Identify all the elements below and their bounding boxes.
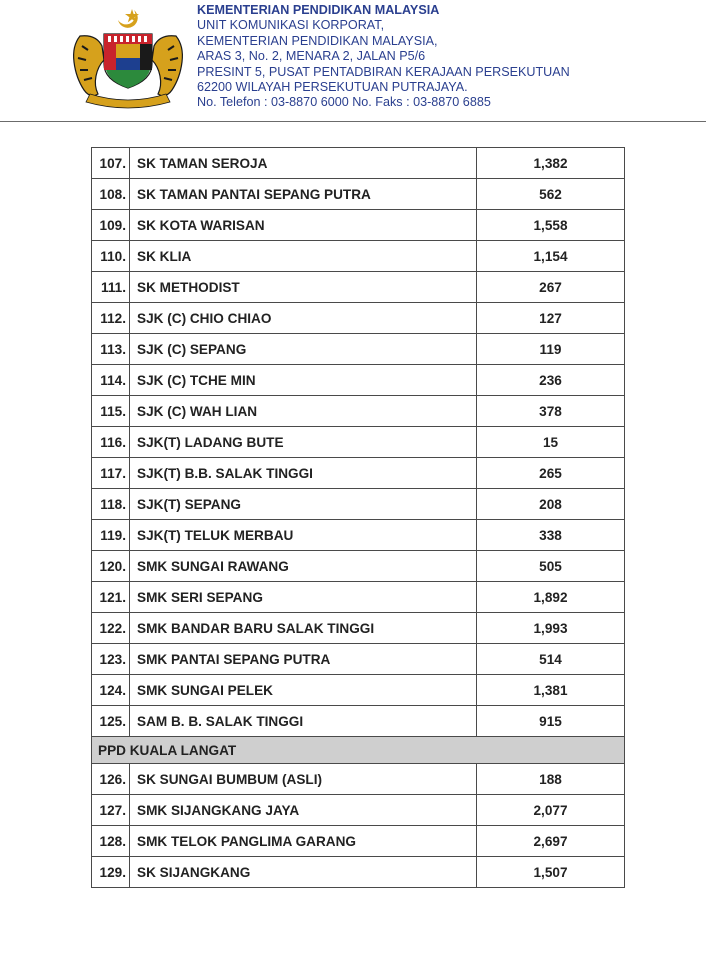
table-row: [92, 334, 625, 365]
row-number: 113.: [100, 341, 126, 357]
table-row: [92, 764, 625, 795]
school-name: SMK SUNGAI PELEK: [130, 675, 477, 706]
school-name: SJK(T) SEPANG: [130, 489, 477, 520]
row-number-cell: [92, 675, 130, 706]
school-name: SK TAMAN SEROJA: [130, 148, 477, 179]
table-row: [92, 148, 625, 179]
table-row: [92, 551, 625, 582]
count-value: 1,892: [477, 582, 625, 613]
count-value: 1,507: [477, 857, 625, 888]
count-value: 236: [477, 365, 625, 396]
table-row: [92, 613, 625, 644]
header-divider: [0, 121, 706, 122]
row-number-cell: [92, 644, 130, 675]
row-number-cell: [92, 706, 130, 737]
row-number-cell: [92, 582, 130, 613]
row-number-cell: [92, 241, 130, 272]
row-number: 122.: [99, 620, 126, 636]
table-row: [92, 396, 625, 427]
row-number-cell: [92, 764, 130, 795]
row-number: 126.: [99, 771, 126, 787]
count-value: 2,077: [477, 795, 625, 826]
table-row: [92, 489, 625, 520]
count-value: 127: [477, 303, 625, 334]
address-line: KEMENTERIAN PENDIDIKAN MALAYSIA,: [197, 33, 438, 48]
school-name: SK SUNGAI BUMBUM (ASLI): [130, 764, 477, 795]
contact-line: No. Telefon : 03-8870 6000 No. Faks : 03-8870 6885: [197, 95, 491, 110]
table-row: [92, 210, 625, 241]
row-number-cell: [92, 365, 130, 396]
school-name: SMK TELOK PANGLIMA GARANG: [130, 826, 477, 857]
row-number: 107.: [99, 155, 126, 171]
row-number: 117.: [100, 465, 126, 481]
row-number-cell: [92, 795, 130, 826]
count-value: 1,382: [477, 148, 625, 179]
school-name: SMK PANTAI SEPANG PUTRA: [130, 644, 477, 675]
table-row: [92, 795, 625, 826]
table-row: [92, 644, 625, 675]
table-row: [92, 427, 625, 458]
table-row: [92, 179, 625, 210]
school-name: SAM B. B. SALAK TINGGI: [130, 706, 477, 737]
school-name: SMK SUNGAI RAWANG: [130, 551, 477, 582]
school-name: SK KOTA WARISAN: [130, 210, 477, 241]
table-row: [92, 272, 625, 303]
table-row: [92, 241, 625, 272]
table-row: [92, 826, 625, 857]
count-value: 562: [477, 179, 625, 210]
table-row: [92, 303, 625, 334]
row-number: 123.: [99, 651, 126, 667]
section-label: PPD KUALA LANGAT: [92, 737, 625, 764]
count-value: 1,558: [477, 210, 625, 241]
count-value: 514: [477, 644, 625, 675]
row-number-cell: [92, 489, 130, 520]
row-number: 128.: [99, 833, 126, 849]
row-number-cell: [92, 272, 130, 303]
count-value: 338: [477, 520, 625, 551]
row-number: 110.: [100, 248, 126, 264]
row-number: 111.: [101, 279, 126, 295]
row-number: 129.: [99, 864, 126, 880]
row-number: 115.: [100, 403, 126, 419]
address-line: 62200 WILAYAH PERSEKUTUAN PUTRAJAYA.: [197, 80, 468, 95]
count-value: 15: [477, 427, 625, 458]
row-number: 116.: [100, 434, 126, 450]
school-name: SJK (C) CHIO CHIAO: [130, 303, 477, 334]
row-number-cell: [92, 826, 130, 857]
table-row: [92, 857, 625, 888]
school-name: SJK (C) TCHE MIN: [130, 365, 477, 396]
ministry-name: KEMENTERIAN PENDIDIKAN MALAYSIA: [197, 3, 440, 17]
table-row: [92, 520, 625, 551]
school-name: SJK(T) LADANG BUTE: [130, 427, 477, 458]
row-number: 109.: [99, 217, 126, 233]
row-number-cell: [92, 334, 130, 365]
row-number: 124.: [99, 682, 126, 698]
count-value: 188: [477, 764, 625, 795]
row-number: 118.: [100, 496, 126, 512]
row-number: 108.: [99, 186, 126, 202]
school-name: SMK SIJANGKANG JAYA: [130, 795, 477, 826]
count-value: 265: [477, 458, 625, 489]
row-number: 119.: [100, 527, 126, 543]
row-number-cell: [92, 613, 130, 644]
malaysia-coat-of-arms-icon: [66, 6, 190, 110]
letterhead-address: [197, 3, 570, 111]
count-value: 2,697: [477, 826, 625, 857]
row-number-cell: [92, 551, 130, 582]
row-number-cell: [92, 458, 130, 489]
school-name: SMK SERI SEPANG: [130, 582, 477, 613]
count-value: 208: [477, 489, 625, 520]
row-number: 125.: [99, 713, 126, 729]
address-line: ARAS 3, No. 2, MENARA 2, JALAN P5/6: [197, 49, 426, 64]
school-name: SJK(T) TELUK MERBAU: [130, 520, 477, 551]
table-row: [92, 706, 625, 737]
school-name: SJK (C) SEPANG: [130, 334, 477, 365]
table-row: [92, 675, 625, 706]
schools-table: [91, 147, 625, 888]
count-value: 1,154: [477, 241, 625, 272]
school-name: SK SIJANGKANG: [130, 857, 477, 888]
letterhead: [0, 0, 706, 126]
row-number-cell: [92, 396, 130, 427]
table-row: [92, 458, 625, 489]
row-number-cell: [92, 303, 130, 334]
row-number: 120.: [99, 558, 126, 574]
section-header-row: [92, 737, 625, 764]
school-name: SK TAMAN PANTAI SEPANG PUTRA: [130, 179, 477, 210]
row-number-cell: [92, 210, 130, 241]
count-value: 1,381: [477, 675, 625, 706]
row-number: 121.: [99, 589, 126, 605]
school-name: SK KLIA: [130, 241, 477, 272]
count-value: 119: [477, 334, 625, 365]
count-value: 378: [477, 396, 625, 427]
row-number-cell: [92, 427, 130, 458]
count-value: 505: [477, 551, 625, 582]
row-number-cell: [92, 520, 130, 551]
table-row: [92, 365, 625, 396]
row-number-cell: [92, 857, 130, 888]
address-line: PRESINT 5, PUSAT PENTADBIRAN KERAJAAN PERSEKUTUAN: [197, 64, 570, 79]
count-value: 915: [477, 706, 625, 737]
school-name: SK METHODIST: [130, 272, 477, 303]
count-value: 267: [477, 272, 625, 303]
school-name: SMK BANDAR BARU SALAK TINGGI: [130, 613, 477, 644]
row-number-cell: [92, 148, 130, 179]
school-name: SJK (C) WAH LIAN: [130, 396, 477, 427]
row-number: 112.: [100, 310, 126, 326]
row-number: 114.: [100, 372, 126, 388]
row-number: 127.: [99, 802, 126, 818]
row-number-cell: [92, 179, 130, 210]
table-row: [92, 582, 625, 613]
unit-name: UNIT KOMUNIKASI KORPORAT,: [197, 18, 385, 33]
school-name: SJK(T) B.B. SALAK TINGGI: [130, 458, 477, 489]
count-value: 1,993: [477, 613, 625, 644]
